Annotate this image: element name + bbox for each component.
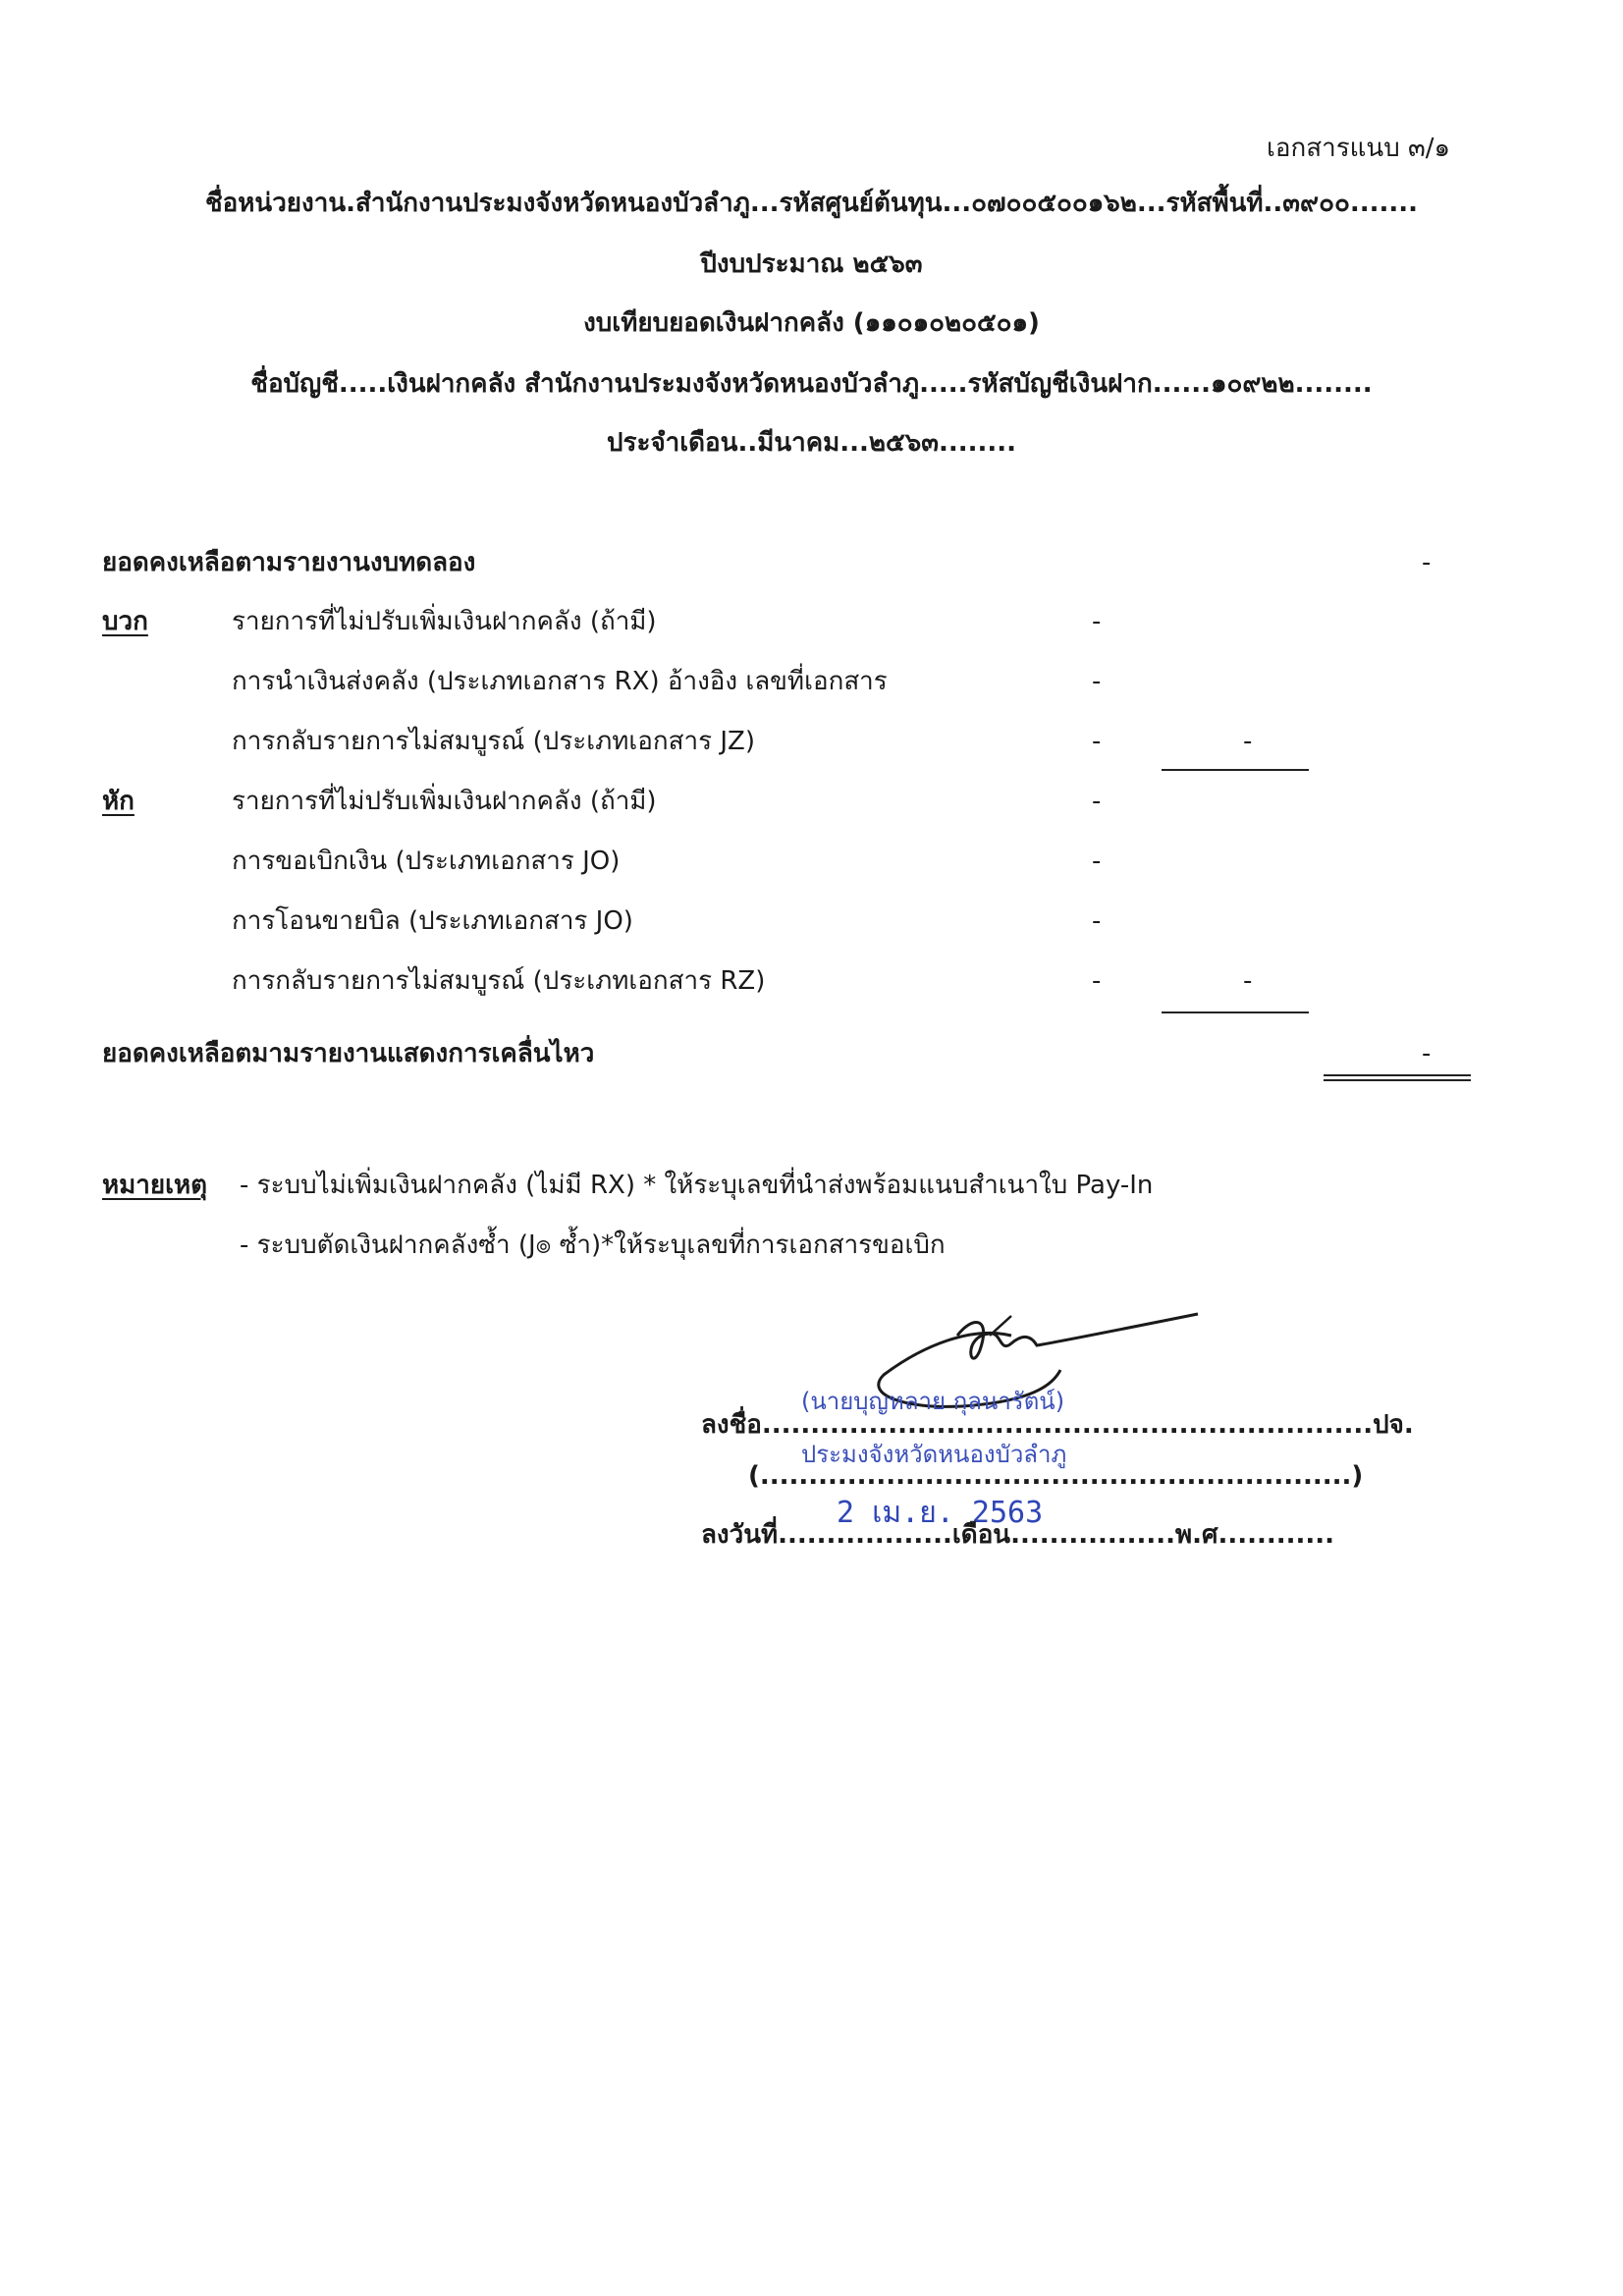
less-item-value: -	[1092, 847, 1102, 876]
less-item-label: การโอนขายบิล (ประเภทเอกสาร JO)	[232, 906, 633, 936]
add-subtotal-rule	[1162, 769, 1309, 771]
account-line: ชื่อบัญชี.....เงินฝากคลัง สำนักงานประมงจังหวัดหนองบัวลำภู.....รหัสบัญชีเงินฝาก......๑๐๙๒๒........	[250, 369, 1373, 399]
add-item-value: -	[1092, 667, 1102, 696]
handwritten-position: ประมงจังหวัดหนองบัวลำภู	[801, 1441, 1067, 1468]
less-item-label: การขอเบิกเงิน (ประเภทเอกสาร JO)	[232, 847, 621, 876]
attachment-number: เอกสารแนบ ๓/๑	[1267, 134, 1451, 163]
statement-title: งบเทียบยอดเงินฝากคลัง (๑๑๐๑๐๒๐๕๐๑)	[583, 308, 1040, 338]
unit-line: ชื่อหน่วยงาน.สำนักงานประมงจังหวัดหนองบัวลำภู...รหัสศูนย์ต้นทุน...๐๗๐๐๕๐๐๑๖๒...รหัสพื้นที่..๓๙๐๐.......	[205, 189, 1418, 218]
add-item-value: -	[1092, 607, 1102, 636]
less-section-label: หัก	[102, 787, 135, 816]
less-item-value: -	[1092, 906, 1102, 936]
less-item-label: รายการที่ไม่ปรับเพิ่มเงินฝากคลัง (ถ้ามี)	[232, 787, 657, 816]
less-subtotal-value: -	[1243, 966, 1253, 996]
sign-line: ลงชื่อ...............................................................ปจ.	[701, 1410, 1414, 1440]
less-subtotal-rule	[1162, 1011, 1309, 1013]
less-item-label: การกลับรายการไม่สมบูรณ์ (ประเภทเอกสาร RZ)	[232, 966, 766, 996]
fiscal-year: ปีงบประมาณ ๒๕๖๓	[700, 249, 923, 279]
opening-balance-label: ยอดคงเหลือตามรายงานงบทดลอง	[102, 548, 476, 577]
less-item-value: -	[1092, 966, 1102, 996]
less-item-value: -	[1092, 787, 1102, 816]
add-item-label: การนำเงินส่งคลัง (ประเภทเอกสาร RX) อ้างอิง เลขที่เอกสาร	[232, 667, 888, 696]
add-item-label: การกลับรายการไม่สมบูรณ์ (ประเภทเอกสาร JZ)	[232, 727, 755, 756]
add-item-value: -	[1092, 727, 1102, 756]
date-line: ลงวันที่..................เดือน.................พ.ศ............	[701, 1520, 1335, 1550]
opening-balance-value: -	[1422, 548, 1432, 577]
handwritten-name: (นายบุญหลาย กุลนารัตน์)	[801, 1388, 1065, 1415]
notes-label: หมายเหตุ	[102, 1171, 208, 1200]
month-line: ประจำเดือน..มีนาคม...๒๕๖๓........	[607, 428, 1016, 458]
add-subtotal-value: -	[1243, 727, 1253, 756]
closing-balance-value: -	[1422, 1039, 1432, 1068]
note-line: - ระบบตัดเงินฝากคลังซ้ำ (J๏ ซ้ำ)*ให้ระบุเลขที่การเอกสารขอเบิก	[240, 1230, 946, 1260]
date-stamp: 2 เม.ย. 2563	[837, 1496, 1044, 1530]
position-line: (.............................................................)	[748, 1461, 1364, 1491]
closing-double-rule-bottom	[1324, 1079, 1471, 1081]
note-line: - ระบบไม่เพิ่มเงินฝากคลัง (ไม่มี RX) * ให้ระบุเลขที่นำส่งพร้อมแนบสำเนาใบ Pay-In	[240, 1171, 1154, 1200]
closing-balance-label: ยอดคงเหลือตมามรายงานแสดงการเคลื่นไหว	[102, 1039, 595, 1068]
add-section-label: บวก	[102, 607, 148, 636]
closing-double-rule-top	[1324, 1074, 1471, 1076]
add-item-label: รายการที่ไม่ปรับเพิ่มเงินฝากคลัง (ถ้ามี)	[232, 607, 657, 636]
